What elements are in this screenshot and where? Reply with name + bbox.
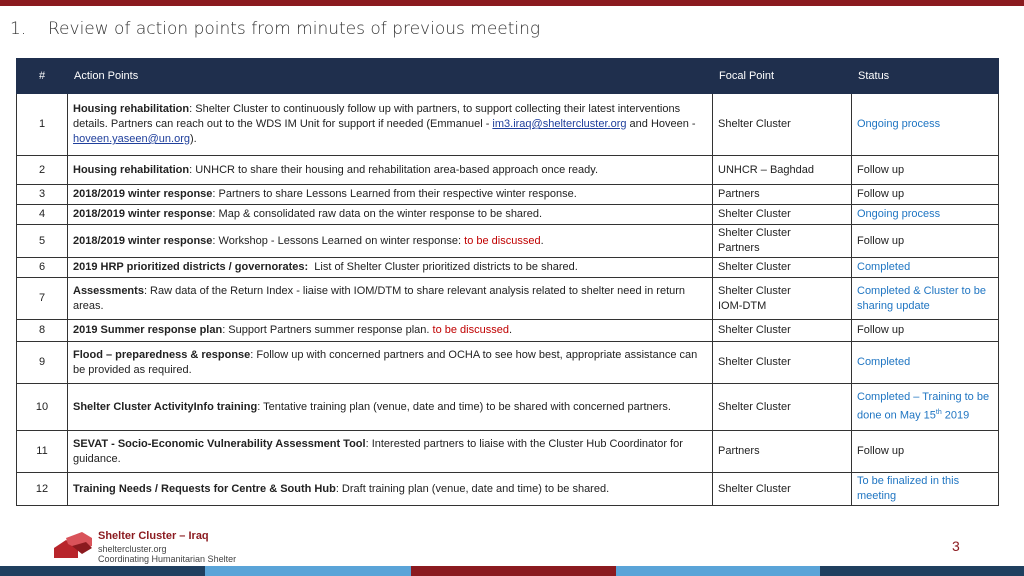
action-text: : Map & consolidated raw data on the winter response to be shared. (212, 208, 543, 220)
action-text: : Follow up with concerned partners and OCHA to see how best, appropriate assistance can be provided as required. (73, 348, 698, 376)
row-number: 9 (17, 342, 68, 384)
table-row (17, 384, 999, 431)
action-text: : Partners to share Lessons Learned from their respective winter response. (212, 188, 577, 200)
bar-segment (411, 566, 616, 576)
to-be-discussed-flag: to be discussed (432, 324, 509, 336)
row-number: 4 (17, 205, 68, 225)
row-status (852, 384, 999, 431)
row-action (68, 431, 713, 473)
table-row (17, 156, 999, 185)
row-number: 6 (17, 258, 68, 278)
row-action (68, 156, 713, 185)
action-title: 2019 HRP prioritized districts / governorates: (73, 261, 309, 273)
action-title: Housing rehabilitation (73, 163, 190, 176)
action-title: 2019 Summer response plan (73, 324, 223, 336)
title-number: 1. (10, 19, 27, 39)
action-text: : UNHCR to share their housing and rehabilitation area-based approach once ready. (189, 163, 598, 176)
footer-site: sheltercluster.org (98, 544, 167, 554)
header-status: Status (852, 59, 999, 94)
row-focal: Shelter Cluster (713, 342, 852, 384)
row-status: Follow up (852, 225, 999, 258)
to-be-discussed-flag: to be discussed (464, 234, 541, 247)
table-row (17, 94, 999, 156)
action-title: 2018/2019 winter response (73, 188, 213, 200)
action-points-table (16, 58, 999, 506)
row-action (68, 94, 713, 156)
status-text: Completed – Training to be done on May 15 (857, 391, 990, 422)
bar-segment (820, 566, 1024, 576)
table-row (17, 473, 999, 506)
header-number: # (17, 59, 68, 94)
header-focal-point: Focal Point (713, 59, 852, 94)
row-status: To be finalized in this meeting (852, 473, 999, 506)
row-number: 11 (17, 431, 68, 473)
action-text: : Draft training plan (venue, date and time) to be shared. (335, 482, 610, 495)
action-text: : Support Partners summer response plan. (222, 324, 433, 336)
focal-line-2: IOM-DTM (718, 299, 767, 312)
table-row (17, 185, 999, 205)
row-action (68, 473, 713, 506)
bottom-accent-bar (0, 566, 1024, 576)
action-text: List of Shelter Cluster prioritized districts to be shared. (308, 261, 578, 273)
action-text: : Tentative training plan (venue, date and time) to be shared with concerned partners. (257, 400, 671, 413)
action-title: 2018/2019 winter response (73, 234, 213, 247)
action-text: : Interested partners to liaise with the Cluster Hub Coordinator for guidance. (73, 437, 683, 465)
row-number: 10 (17, 384, 68, 431)
action-title: Housing rehabilitation (73, 103, 190, 115)
action-title: SEVAT - Socio-Economic Vulnerability Assessment Tool (73, 437, 366, 450)
status-year: 2019 (941, 409, 970, 422)
shelter-cluster-logo-icon (52, 532, 94, 560)
action-text-mid: and Hoveen - (626, 118, 696, 130)
row-number: 1 (17, 94, 68, 156)
table-row (17, 225, 999, 258)
action-text: : Raw data of the Return Index - liaise with IOM/DTM to share relevant analysis related to shelter need in return areas. (73, 284, 686, 312)
row-number: 3 (17, 185, 68, 205)
table-row (17, 342, 999, 384)
top-accent-bar (0, 0, 1024, 6)
row-focal: Shelter Cluster (713, 205, 852, 225)
email-link-hoveen[interactable]: hoveen.yaseen@un.org (73, 133, 190, 145)
row-focal: Partners (713, 185, 852, 205)
row-status: Follow up (852, 431, 999, 473)
row-number: 12 (17, 473, 68, 506)
row-number: 5 (17, 225, 68, 258)
page-title (10, 19, 540, 39)
footer-org-name: Shelter Cluster – Iraq (98, 530, 209, 542)
row-number: 7 (17, 278, 68, 320)
action-text: : Workshop - Lessons Learned on winter response: (212, 234, 465, 247)
action-text-end: ). (189, 133, 197, 145)
focal-line-1: Shelter Cluster (718, 227, 791, 239)
row-status: Completed (852, 258, 999, 278)
title-text: Review of action points from minutes of previous meeting (48, 19, 541, 39)
page-number: 3 (952, 538, 960, 554)
row-action (68, 278, 713, 320)
row-focal: Shelter Cluster (713, 320, 852, 342)
action-text: : Shelter Cluster to continuously follow up with partners, to support collecting their latest interventions details. Partners can reach out to the WDS IM Unit for support if needed (Emmanuel - (73, 103, 681, 130)
table-row (17, 258, 999, 278)
row-status: Follow up (852, 320, 999, 342)
header-action-points: Action Points (68, 59, 713, 94)
row-action (68, 384, 713, 431)
row-status: Ongoing process (852, 205, 999, 225)
action-text-end: . (508, 324, 513, 336)
action-title: Training Needs / Requests for Centre & South Hub (73, 482, 336, 495)
row-action (68, 185, 713, 205)
bar-segment (0, 566, 205, 576)
row-action (68, 225, 713, 258)
focal-line-2: Partners (718, 242, 760, 254)
action-title: 2018/2019 winter response (73, 208, 213, 220)
table-row (17, 320, 999, 342)
table-row (17, 431, 999, 473)
row-focal (713, 278, 852, 320)
bar-segment (205, 566, 411, 576)
bar-segment (616, 566, 820, 576)
action-title: Assessments (73, 284, 144, 297)
row-focal: Shelter Cluster (713, 258, 852, 278)
row-focal: UNHCR – Baghdad (713, 156, 852, 185)
status-superscript: th (935, 409, 942, 417)
row-focal (713, 225, 852, 258)
action-title: Shelter Cluster ActivityInfo training (73, 400, 258, 413)
focal-line-1: Shelter Cluster (718, 284, 791, 297)
table-row (17, 278, 999, 320)
row-status: Follow up (852, 185, 999, 205)
row-action (68, 342, 713, 384)
row-action (68, 205, 713, 225)
action-title: Flood – preparedness & response (73, 348, 251, 361)
footer-tagline: Coordinating Humanitarian Shelter (98, 554, 237, 564)
row-action (68, 320, 713, 342)
row-status: Ongoing process (852, 94, 999, 156)
row-focal: Shelter Cluster (713, 94, 852, 156)
row-status: Completed & Cluster to be sharing update (852, 278, 999, 320)
row-focal: Shelter Cluster (713, 384, 852, 431)
row-action (68, 258, 713, 278)
row-number: 2 (17, 156, 68, 185)
email-link-emmanuel[interactable]: im3.iraq@sheltercluster.org (492, 118, 627, 130)
row-focal: Shelter Cluster (713, 473, 852, 506)
action-text-end: . (540, 234, 544, 247)
table-header-row (17, 59, 999, 94)
row-status: Follow up (852, 156, 999, 185)
row-status: Completed (852, 342, 999, 384)
row-focal: Partners (713, 431, 852, 473)
row-number: 8 (17, 320, 68, 342)
table-row (17, 205, 999, 225)
